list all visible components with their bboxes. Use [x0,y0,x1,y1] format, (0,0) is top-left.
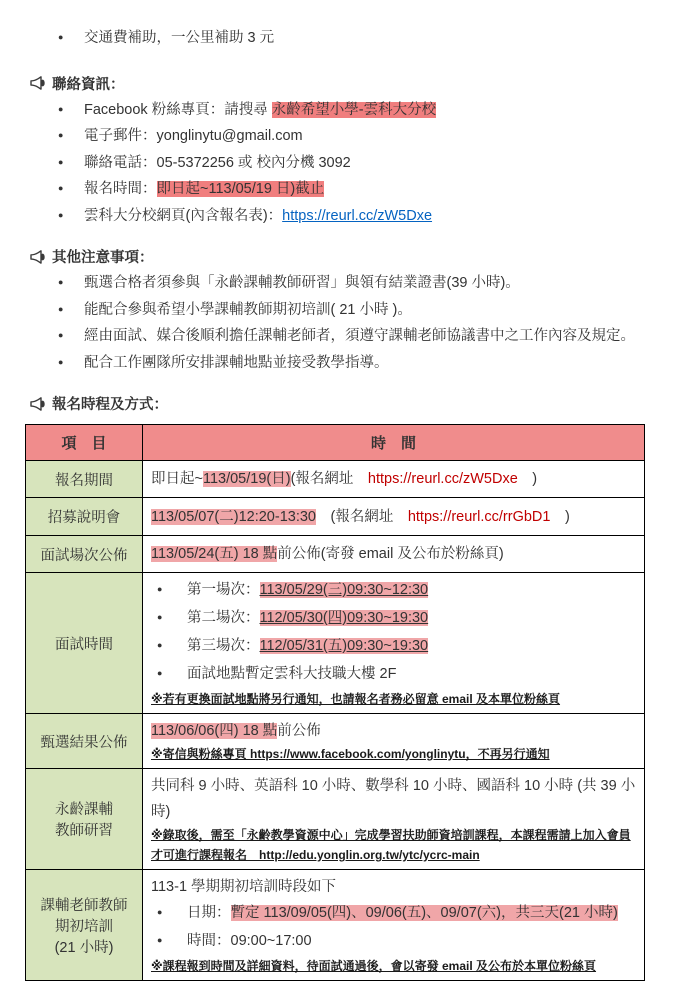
training-date-highlight: 暫定 113/09/05(四)、09/06(五)、09/07(六)，共三天(21 小時) [230,905,618,921]
row-label-line: 課輔老師教師 [40,897,128,914]
deadline-highlight: 即日起~113/05/19 日)截止 [156,181,325,197]
bullet-icon: ● [58,330,64,340]
bullet-icon: ● [58,277,64,287]
notes-section-title: 其他注意事項： [52,250,154,266]
table-row-signup-period [26,461,645,498]
initial-training-date-line [151,900,636,928]
contact-website-line [58,204,646,231]
row-label: 面試時間 [26,573,143,714]
bullet-icon: ● [157,640,163,650]
signup-mid: (報名網址 [290,471,368,487]
interview-announce-post: 前公佈(寄發 email 及公布於粉絲頁) [277,546,504,562]
website-label: 雲科大分校網頁(內含報名表)： [84,207,283,224]
schedule-section-header [30,393,646,414]
info-session-url-link[interactable]: https://reurl.cc/rrGbD1 [407,508,551,525]
note-line [58,298,646,325]
note-text: 甄選合格者須參與「永齡課輔教師研習」與領有結業證書(39 小時)。 [84,275,520,291]
results-date-highlight: 113/06/06(四) 18 點 [151,723,278,739]
session-datetime-highlight: 112/05/30(四)09:30~19:30 [259,610,429,626]
interview-note: ※若有更換面試地點將另行通知，也請報名者務必留意 email 及本單位粉絲頁 [151,692,561,706]
phone-text: 聯絡電話：05-5372256 或 校內分機 3092 [84,154,351,171]
row-label: 招募說明會 [26,498,143,536]
contact-section-header [30,73,646,94]
transport-subsidy-line [58,26,646,53]
bullet-icon: ● [157,668,163,678]
email-text: 電子郵件：yonglinytu@gmail.com [84,128,303,144]
bullet-icon: ● [58,130,64,140]
workshop-note: ※錄取後，需至「永齡教學資源中心」完成學習扶助師資培訓課程，本課程需請上加入會員才可進行課程報名 http://edu.yonglin.org.tw/ytc/ycrc-main [151,828,631,862]
session-label: 第一場次： [187,582,260,598]
bullet-icon: ● [58,32,64,42]
bullet-icon: ● [58,103,64,114]
transport-subsidy-text: 交通費補助，一公里補助 3 元 [84,30,275,46]
results-note: ※寄信與粉絲專頁 https://www.facebook.com/yonglinytu，不再另行通知 [151,747,550,761]
results-post: 前公佈 [277,723,321,739]
session-datetime-highlight: 112/05/31(五)09:30~19:30 [259,638,429,654]
info-session-date-highlight: 113/05/07(二)12:20-13:30 [151,508,316,525]
signup-pre: 即日起~ [151,471,203,487]
session-datetime-highlight: 113/05/29(三)09:30~12:30 [259,582,429,598]
table-row-info-session [26,498,645,536]
contact-facebook-line [58,98,646,125]
row-label-line: 期初培訓 [55,918,113,935]
bullet-icon: ● [58,356,64,367]
initial-training-intro: 113-1 學期期初培訓時段如下 [151,879,337,895]
interview-location-line [151,661,636,689]
date-label: 日期： [187,905,231,921]
table-row-results [26,714,645,769]
signup-url-link[interactable]: https://reurl.cc/zW5Dxe [367,471,518,487]
megaphone-icon [30,397,52,411]
note-line [58,324,646,351]
bullet-icon: ● [157,584,163,594]
contact-section-title: 聯絡資訊： [52,76,125,93]
bullet-icon: ● [157,612,163,622]
bullet-icon: ● [58,183,64,193]
row-label: 報名期間 [26,461,143,498]
initial-training-note: ※課程報到時間及詳細資料，待面試通過後，會以寄發 email 及公布於本單位粉絲頁 [151,959,597,973]
signup-post: ) [517,471,538,487]
bullet-icon: ● [157,907,163,917]
interview-session-line [151,577,636,605]
table-row-initial-training [26,870,645,981]
row-label-line: 永齡課輔 [55,802,113,818]
deadline-label: 報名時間： [84,181,157,197]
schedule-section-title: 報名時程及方式： [52,397,168,413]
table-row-training-workshop [26,769,645,870]
interview-session-line [151,633,636,661]
facebook-page-name: 永齡希望小學-雲科大分校 [271,101,437,118]
session-label: 第三場次： [187,638,260,654]
initial-training-time-line [151,928,636,956]
note-line [58,351,646,378]
interview-announce-highlight: 113/05/24(五) 18 點 [151,546,278,562]
table-row-interview-times [26,573,645,714]
branch-website-link[interactable]: https://reurl.cc/zW5Dxe [282,207,433,224]
row-label-line: 教師研習 [55,823,113,839]
interview-location-text: 面試地點暫定雲科大技職大樓 2F [187,666,397,682]
facebook-label: Facebook 粉絲專頁：請搜尋 [84,101,272,118]
table-row-interview-announce [26,536,645,573]
contact-phone-line [58,151,646,178]
session-label: 第二場次： [187,610,260,626]
schedule-table [25,424,645,981]
info-session-post: ) [550,508,570,525]
training-time-text: 時間：09:00~17:00 [187,933,312,949]
row-label [26,870,143,981]
bullet-icon: ● [58,156,64,167]
header-item-column: 項 目 [26,425,143,461]
note-text: 能配合參與希望小學課輔教師期初培訓( 21 小時 )。 [84,301,412,318]
header-time-column: 時 間 [143,425,645,461]
table-header-row [26,425,645,461]
megaphone-icon [30,76,52,90]
note-text: 經由面試、媒合後順利擔任課輔老師者，須遵守課輔老師協議書中之工作內容及規定。 [84,328,635,344]
bullet-icon: ● [157,935,163,945]
workshop-hours-text: 共同科 9 小時、英語科 10 小時、數學科 10 小時、國語科 10 小時 (共 39 小時) [151,778,636,820]
bullet-icon: ● [58,209,64,220]
signup-date-highlight: 113/05/19(日) [202,471,291,487]
megaphone-icon [30,250,52,264]
note-line [58,271,646,298]
row-label [26,769,143,870]
interview-session-line [151,605,636,633]
row-label-line: (21 小時) [54,939,114,956]
contact-email-line [58,124,646,151]
note-text: 配合工作團隊所安排課輔地點並接受教學指導。 [84,354,389,371]
contact-deadline-line [58,177,646,204]
info-session-mid: (報名網址 [316,508,408,525]
row-label: 甄選結果公佈 [26,714,143,769]
bullet-icon: ● [58,303,64,314]
row-label: 面試場次公佈 [26,536,143,573]
notes-section-header [30,246,646,267]
